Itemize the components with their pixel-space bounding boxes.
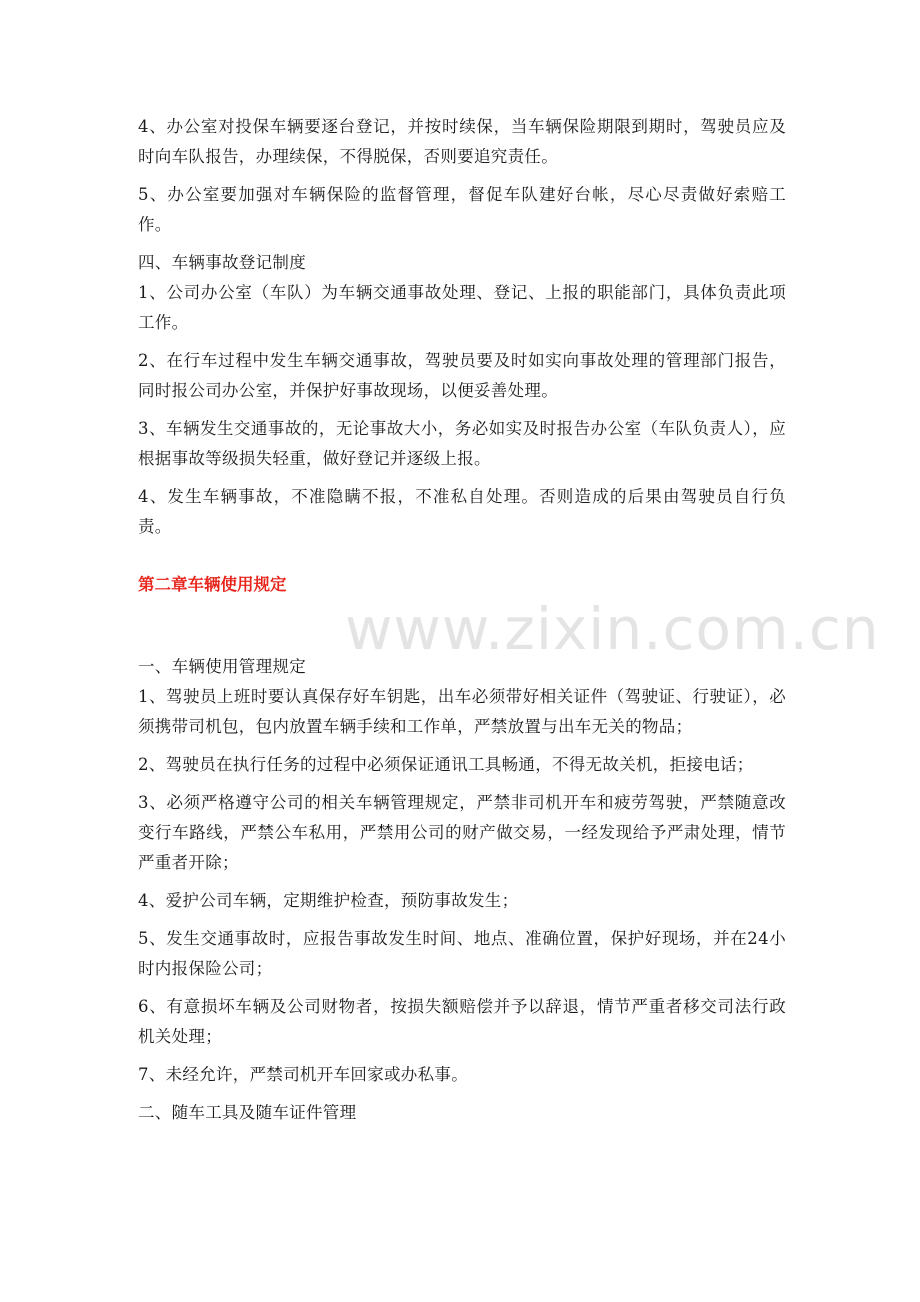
- paragraph-accident-3: 3、车辆发生交通事故的，无论事故大小，务必如实及时报告办公室（车队负责人），应根据事故等级损失轻重，做好登记并逐级上报。: [138, 419, 786, 468]
- paragraph-use-2: 2、驾驶员在执行任务的过程中必须保证通讯工具畅通，不得无故关机，拒接电话；: [138, 755, 754, 774]
- section-heading-tools-documents: 二、随车工具及随车证件管理: [138, 1103, 357, 1122]
- section-heading-vehicle-use: 一、车辆使用管理规定: [138, 657, 306, 676]
- paragraph-accident-2: 2、在行车过程中发生车辆交通事故，驾驶员要及时如实向事故处理的管理部门报告，同时报公司办公室，并保护好事故现场，以便妥善处理。: [138, 351, 786, 400]
- paragraph-accident-4: 4、发生车辆事故，不准隐瞒不报，不准私自处理。否则造成的后果由驾驶员自行负责。: [138, 487, 786, 536]
- paragraph-use-3: 3、必须严格遵守公司的相关车辆管理规定，严禁非司机开车和疲劳驾驶，严禁随意改变行车路线，严禁公车私用，严禁用公司的财产做交易，一经发现给予严肃处理，情节严重者开除；: [138, 793, 786, 872]
- document-body: [138, 112, 786, 1128]
- watermark: www.zixin.com.cn: [345, 595, 880, 663]
- chapter-title: 第二章车辆使用规定: [138, 575, 287, 594]
- paragraph-insurance-5: 5、办公室要加强对车辆保险的监督管理，督促车队建好台帐，尽心尽责做好索赔工作。: [138, 185, 786, 234]
- section-heading-accident-registration: 四、车辆事故登记制度: [138, 253, 306, 272]
- paragraph-accident-1: 1、公司办公室（车队）为车辆交通事故处理、登记、上报的职能部门，具体负责此项工作。: [138, 283, 786, 332]
- paragraph-use-7: 7、未经允许，严禁司机开车回家或办私事。: [138, 1065, 468, 1084]
- paragraph-use-5: 5、发生交通事故时，应报告事故发生时间、地点、准确位置，保护好现场，并在24小时内报保险公司；: [138, 929, 786, 978]
- paragraph-use-4: 4、爱护公司车辆，定期维护检查，预防事故发生；: [138, 891, 519, 910]
- paragraph-use-1: 1、驾驶员上班时要认真保存好车钥匙，出车必须带好相关证件（驾驶证、行驶证），必须携带司机包，包内放置车辆手续和工作单，严禁放置与出车无关的物品；: [138, 687, 786, 736]
- paragraph-insurance-4: 4、办公室对投保车辆要逐台登记，并按时续保，当车辆保险期限到期时，驾驶员应及时向车队报告，办理续保，不得脱保，否则要追究责任。: [138, 117, 786, 166]
- paragraph-use-6: 6、有意损坏车辆及公司财物者，按损失额赔偿并予以辞退，情节严重者移交司法行政机关处理；: [138, 997, 786, 1046]
